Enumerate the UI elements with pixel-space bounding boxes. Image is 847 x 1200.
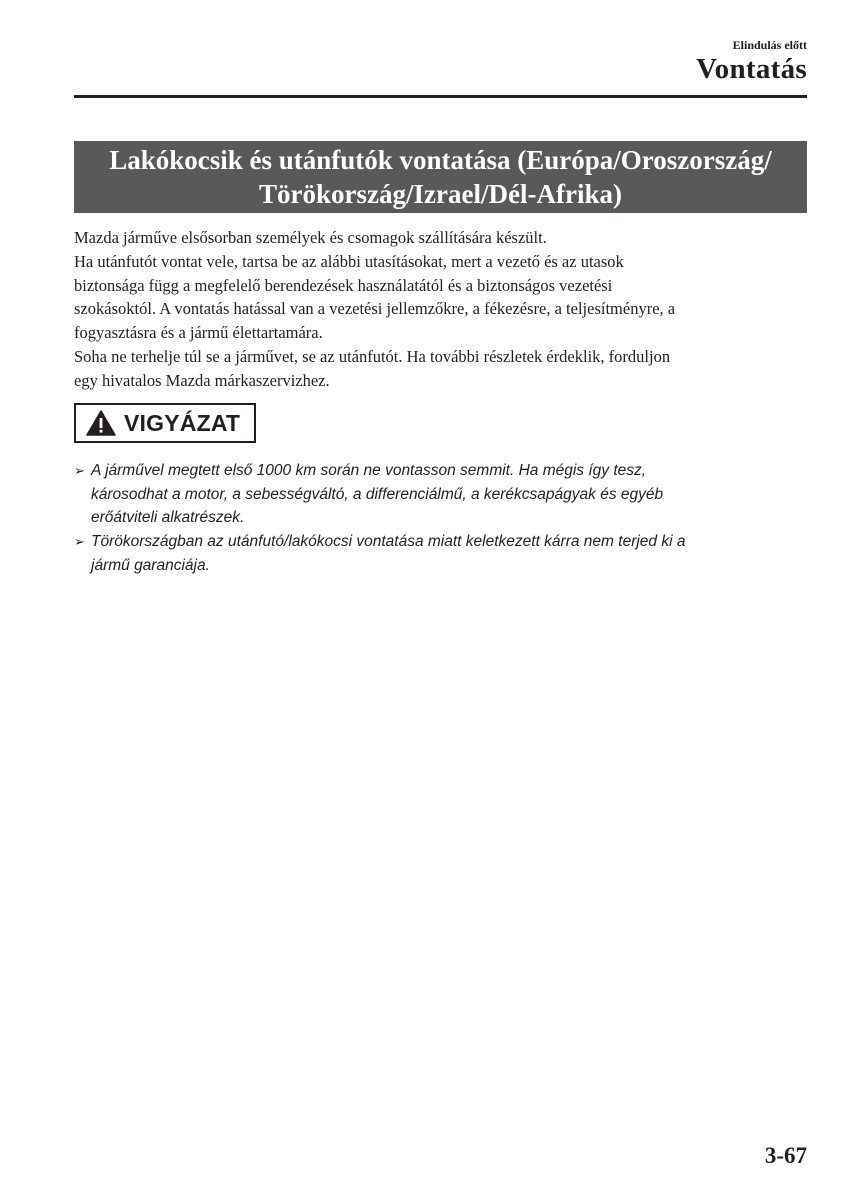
page-number: 3-67 [764,1143,807,1168]
body-line: egy hivatalos Mazda márkaszervizhez. [74,370,330,390]
section-heading-line-2: Törökország/Izrael/Dél-Afrika) [259,179,622,209]
list-item-line: károsodhat a motor, a sebességváltó, a differenciálmű, a kerékcsapágyak és egyéb [91,485,664,503]
caution-box [74,403,256,443]
section-name: Elindulás előtt [732,38,807,52]
list-item-line: erőátviteli alkatrészek. [91,509,245,527]
section-heading [74,141,807,213]
body-line: fogyasztásra és a jármű élettartamára. [74,323,323,343]
body-line: biztonsága függ a megfelelő berendezések használatától és a biztonságos vezetési [74,275,613,295]
body-line: Soha ne terhelje túl se a járművet, se az utánfutót. Ha további részletek érdeklik, forduljon [74,346,671,366]
warning-triangle-icon [86,410,116,436]
body-line: Mazda járműve elsősorban személyek és csomagok szállítására készült. [74,228,547,247]
list-item [74,530,809,577]
body-line: szokásoktól. A vontatás hatással van a vezetési jellemzőkre, a fékezésre, a teljesítményre, a [74,299,676,319]
header-divider [74,95,807,98]
body-line: Ha utánfutót vontat vele, tartsa be az alábbi utasításokat, mert a vezető és az utasok [74,251,624,271]
list-item-line: A járművel megtett első 1000 km során ne vontasson semmit. Ha mégis így tesz, [91,462,647,479]
list-item-line: Törökországban az utánfutó/lakókocsi vontatása miatt keletkezett kárra nem terjed ki a [91,533,686,551]
list-item-line: jármű garanciája. [91,556,210,574]
caution-label: VIGYÁZAT [124,409,241,436]
body-text [74,226,809,393]
bullet-arrow-icon: ➢ [74,534,85,550]
bullet-arrow-icon: ➢ [74,463,85,478]
chapter-title: Vontatás [696,53,807,85]
list-item [74,459,809,530]
caution-list [74,459,809,578]
section-heading-line-1: Lakókocsik és utánfutók vontatása (Európa/Oroszország/ [109,145,772,175]
